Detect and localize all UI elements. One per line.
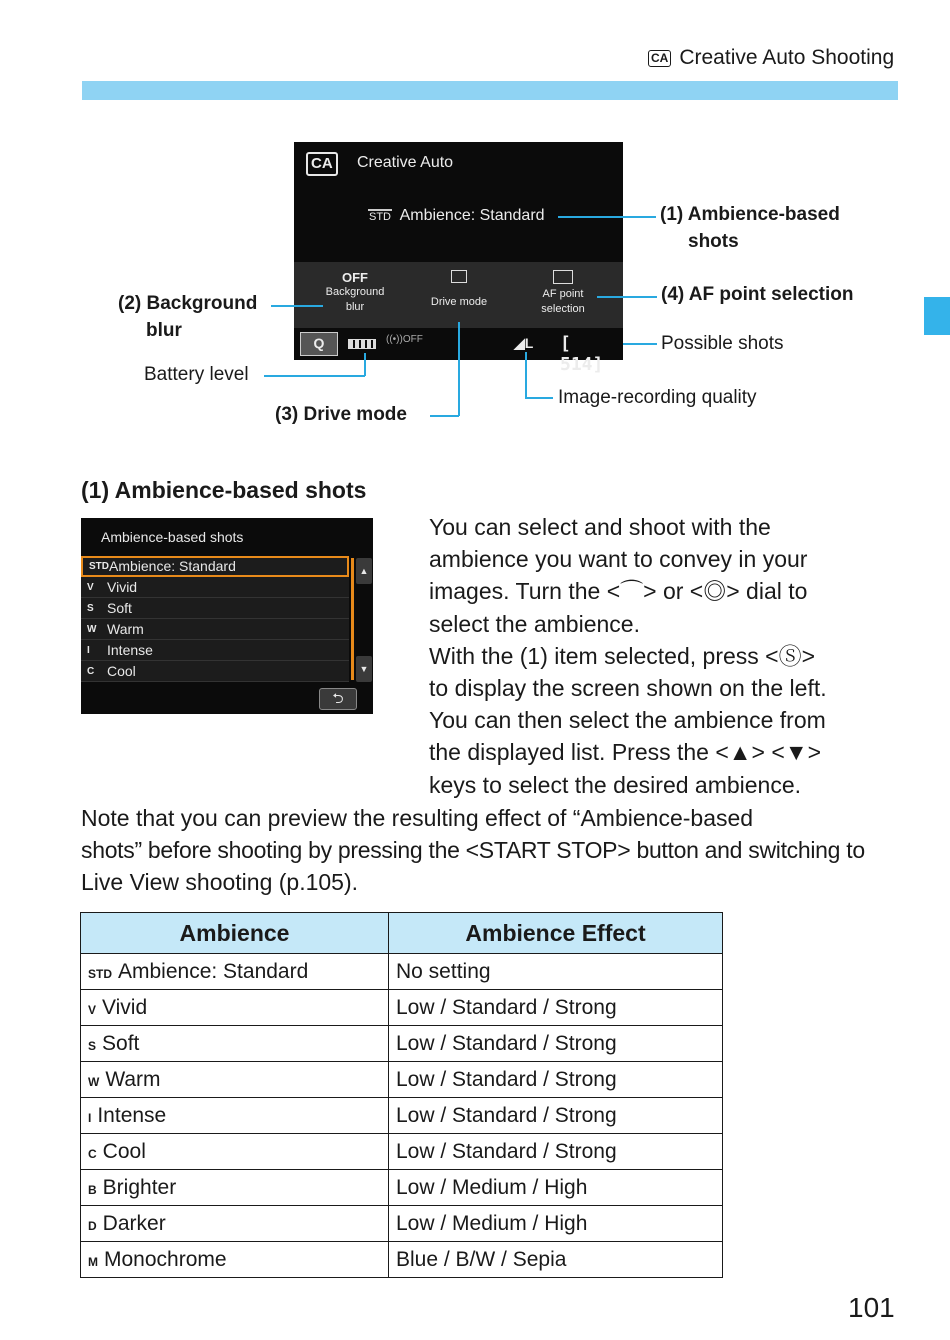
effect-cell: Low / Standard / Strong [389,1098,723,1134]
af-point-setting [513,270,613,317]
text-line: You can then select the ambience from [429,707,826,734]
ambience-std-icon: STD [88,966,112,981]
menu-item-standard [81,556,349,577]
ambience-cell [81,1206,389,1242]
text-line: keys to select the desired ambience. [429,771,802,798]
ambience-monochrome-icon: M [88,1254,98,1269]
ambience-name: Vivid [102,995,148,1019]
callout-battery: Battery level [144,364,249,385]
text-line: Live View shooting (p.105). [81,869,359,896]
ambience-setting [368,207,545,225]
table-row [81,1134,723,1170]
wifi-off-icon: ((•))OFF [386,334,423,345]
ambience-vivid-icon: V [87,582,94,593]
table-row [81,1062,723,1098]
ambience-cell [81,1098,389,1134]
background-blur-value: OFF [342,270,368,285]
ambience-cool-icon: C [87,666,95,677]
menu-item-label: Cool [107,663,136,679]
ambience-table [80,912,723,1278]
table-row [81,1098,723,1134]
section-title: (1) Ambience-based shots [81,477,367,503]
menu-item-label: Ambience: Standard [109,558,236,574]
menu-item-label: Intense [107,642,153,658]
header-title: Creative Auto Shooting [679,46,895,69]
ambience-name: Monochrome [104,1247,227,1271]
ambience-intense-icon: I [88,1110,92,1125]
ambience-darker-icon: D [88,1218,97,1233]
effect-cell: Low / Standard / Strong [389,990,723,1026]
settings-band [294,262,623,328]
table-row [81,1026,723,1062]
ambience-soft-icon: S [87,603,94,614]
ambience-description [429,511,899,801]
leader-battery-v [364,353,366,376]
ambience-cell [81,1242,389,1278]
q-button: Q [300,332,338,356]
possible-shots-count: [ 514] [560,333,604,375]
ambience-cell [81,1170,389,1206]
running-header [648,46,894,70]
menu-item-warm [81,619,349,640]
ambience-name: Intense [97,1103,167,1127]
effect-cell: Low / Standard / Strong [389,1026,723,1062]
menu-item-label: Soft [107,600,132,616]
text-line: Note that you can preview the resulting effect of “Ambience-based [81,805,754,831]
ambience-cell [81,1062,389,1098]
text-line: to display the screen shown on the left. [429,675,827,702]
scroll-up-icon: ▲ [356,558,372,584]
ambience-setting-label: Ambience: Standard [399,207,545,224]
effect-cell: Low / Medium / High [389,1170,723,1206]
text-line: You can select and shoot with the [429,514,771,540]
menu-item-intense [81,640,349,661]
ambience-soft-icon: S [88,1038,97,1053]
image-quality-indicator: ◢L [514,335,534,351]
ambience-name: Ambience: Standard [118,959,309,983]
background-blur-setting [305,270,405,315]
ambience-cell [81,990,389,1026]
menu-title: Ambience-based shots [101,529,244,545]
leader-possible-shots [623,343,657,345]
single-shot-icon [451,270,467,283]
ambience-warm-icon: W [87,624,97,635]
battery-icon [348,339,376,349]
drive-mode-label: Drive mode [430,296,488,308]
menu-item-label: Vivid [107,579,138,595]
table-row [81,990,723,1026]
ambience-name: Brighter [102,1175,177,1199]
text-line: the displayed list. Press the <▲> <▼> [429,739,822,766]
effect-cell: Low / Medium / High [389,1206,723,1242]
table-header-row [81,913,723,954]
callout-image-quality: Image-recording quality [558,387,757,408]
background-blur-label-1: Background [325,286,385,298]
ambience-name: Soft [102,1031,140,1055]
text-line: select the ambience. [429,610,640,637]
callout-ambience-2: shots [688,231,739,252]
leader-battery-h [264,375,365,377]
callout-drive-mode: (3) Drive mode [275,404,407,425]
callout-background-2: blur [146,320,182,341]
column-header-effect: Ambience Effect [389,913,723,954]
table-row [81,1206,723,1242]
text-line: images. Turn the <⌒> or <◎> dial to [429,578,808,605]
ambience-name: Warm [105,1067,161,1091]
ambience-cell [81,954,389,990]
text-line: With the (1) item selected, press <Ⓢ> [429,642,816,669]
ambience-name: Cool [102,1139,146,1163]
callout-possible-shots: Possible shots [661,333,784,354]
text-line: ambience you want to convey in your [429,546,808,573]
leader-af-point [597,296,657,298]
header-accent-bar [82,81,898,100]
leader-ambience [558,216,656,218]
ambience-intense-icon: I [87,645,90,656]
scroll-down-icon: ▼ [356,656,372,682]
callout-af-point: (4) AF point selection [661,284,854,305]
menu-scrollbar [351,558,354,680]
effect-cell: No setting [389,954,723,990]
ambience-std-icon: STD [369,211,391,223]
column-header-ambience: Ambience [81,913,389,954]
af-point-icon [553,270,573,284]
table-row [81,1242,723,1278]
ambience-name: Darker [102,1211,166,1235]
effect-cell: Low / Standard / Strong [389,1134,723,1170]
callout-background-1: (2) Background [118,293,258,314]
effect-cell: Blue / B/W / Sepia [389,1242,723,1278]
ambience-cool-icon: C [88,1146,97,1161]
leader-background [271,305,323,307]
ambience-menu-screen [81,518,373,714]
leader-quality-h [525,397,553,399]
drive-mode-setting [409,270,509,310]
menu-item-cool [81,661,349,682]
callout-ambience-1: (1) Ambience-based [660,204,840,225]
af-point-label-2: selection [541,303,585,315]
leader-quality-v [525,352,527,398]
text-line: shots” before shooting by pressing the <START STOP> button and switching to [81,837,865,864]
ambience-cell [81,1026,389,1062]
camera-screen-title: Creative Auto [357,154,454,171]
table-row [81,1170,723,1206]
leader-drive-v [458,322,460,416]
ambience-warm-icon: W [88,1074,100,1089]
back-icon: ⮌ [319,688,357,710]
table-row [81,954,723,990]
ambience-brighter-icon: B [88,1182,97,1197]
af-point-label-1: AF point [542,288,584,300]
leader-drive-h [430,415,459,417]
ambience-std-icon: STD [89,561,109,572]
menu-item-soft [81,598,349,619]
ambience-vivid-icon: V [88,1002,97,1017]
menu-item-label: Warm [107,621,144,637]
ambience-cell [81,1134,389,1170]
menu-item-vivid [81,577,349,598]
creative-auto-mode-icon: CA [648,50,671,67]
page-number: 101 [848,1292,895,1323]
preview-note [81,802,901,899]
effect-cell: Low / Standard / Strong [389,1062,723,1098]
creative-auto-icon: CA [306,152,338,176]
chapter-side-tab [924,297,950,335]
background-blur-label-2: blur [345,301,365,313]
